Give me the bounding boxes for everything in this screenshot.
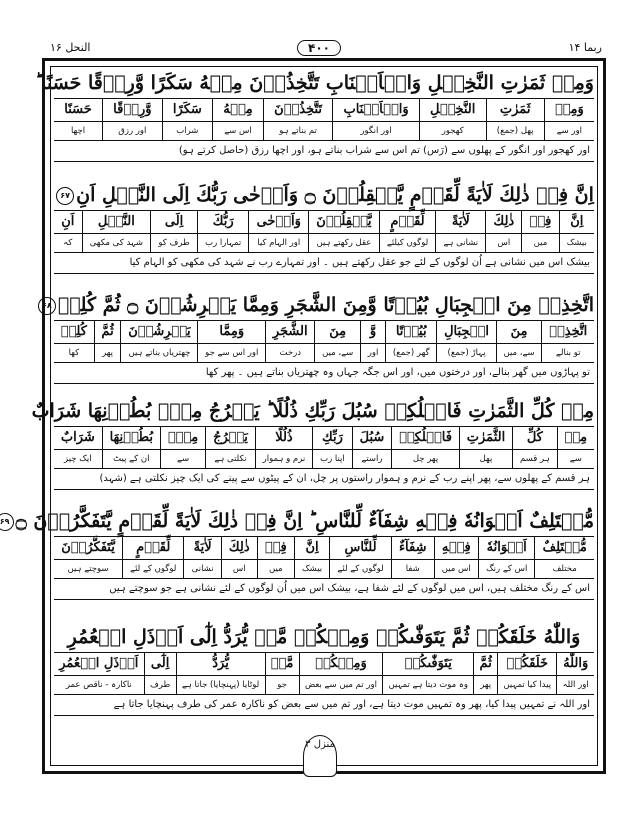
arabic-word: وَمِنۡ (545, 99, 594, 122)
word-cell (248, 211, 308, 252)
word-by-word-table (54, 426, 594, 469)
arabic-word: شِفَآءٌ (392, 537, 434, 560)
word-cell (162, 99, 212, 140)
arabic-verse-text: وَمِنۡ ثَمَرٰتِ النَّخِيۡلِ وَالۡاَعۡنَابِ تَتَّخِذُوۡنَ مِنۡهُ سَكَرًا وَّرِزۡقًا حَسَنًا ؕ (35, 72, 594, 94)
manzil-marker: منزل ۳ (303, 735, 337, 777)
word-meaning: بیشک (566, 238, 587, 248)
word-cell (308, 211, 379, 252)
word-meaning: اور اس سے جو (205, 348, 259, 358)
ayah-number-marker: ۶۷ (56, 187, 74, 205)
arabic-word: لِّقَوۡمٍ (123, 537, 184, 560)
word-meaning: اچھا (70, 126, 86, 136)
word-cell (150, 211, 197, 252)
arabic-word: لَاٰيَةً (436, 211, 485, 234)
word-meaning: تمہارا رب (205, 238, 242, 248)
word-cell (160, 427, 205, 468)
word-cell (144, 653, 176, 694)
arabic-word: وَاَوۡحٰى (249, 211, 308, 234)
word-cell (212, 99, 263, 140)
word-meaning: کہ (63, 238, 73, 248)
arabic-word: ثُمَّ (474, 653, 497, 676)
arabic-word: لَاٰيَةً (184, 537, 220, 560)
word-meaning: نرم و ہموار (262, 454, 306, 464)
word-meaning: لوگوں کے لئے (130, 564, 177, 574)
arabic-word: رَبِّكِ (313, 427, 352, 450)
word-meaning: نشانی (191, 564, 214, 574)
arabic-word: فِيۡهِ (435, 537, 478, 560)
arabic-word: اَرۡذَلِ الۡعُمُرِ (54, 653, 144, 676)
arabic-word: اِنَّ (560, 211, 594, 234)
urdu-translation: تو پہاڑوں میں گھر بنالے، اور درختوں میں، اور اس جگہ جہاں وہ چھتریاں بناتے ہیں ۔ پھر کھا (54, 363, 594, 384)
word-meaning: شراب (176, 126, 199, 136)
arabic-word: ذٰلِكَ (486, 211, 521, 234)
arabic-word: وَالۡاَعۡنَابِ (333, 99, 419, 122)
word-cell (54, 653, 144, 694)
arabic-word: ثَمَرٰتِ (487, 99, 544, 122)
verse-section (35, 68, 594, 162)
word-by-word-table (54, 320, 594, 363)
word-meaning: ہر قسم (520, 454, 550, 464)
verse-section (54, 622, 594, 716)
word-meaning: راستے (361, 454, 383, 464)
arabic-word: فَاسۡلُكِيۡ (392, 427, 459, 450)
word-cell (205, 427, 255, 468)
word-meaning: گھر (جمع) (392, 348, 430, 358)
word-meaning: اس میں (441, 564, 471, 574)
word-cell (391, 427, 459, 468)
word-meaning: اور انگور (360, 126, 392, 136)
arabic-word: لِّقَوۡمٍ (380, 211, 436, 234)
arabic-word: شَرَابٌ (54, 427, 102, 450)
word-meaning: پھر چل (412, 454, 439, 464)
word-meaning: کھجور (441, 126, 464, 136)
arabic-word: اَلۡوَانُهٗ (479, 537, 535, 560)
word-meaning: اور تم میں سے بعض (304, 680, 377, 690)
word-meaning: چھتریاں بناتے ہیں (128, 348, 191, 358)
word-cell (497, 653, 556, 694)
arabic-word: مُّخۡتَلِفٌ (535, 537, 594, 560)
word-cell (183, 537, 220, 578)
arabic-word: مِنَ (497, 321, 542, 344)
word-by-word-table (54, 652, 594, 695)
word-cell (534, 537, 594, 578)
word-cell (360, 321, 385, 362)
word-meaning: ان کے پیٹ (113, 454, 150, 464)
word-cell (255, 427, 312, 468)
arabic-word: يَتَوَفّٰٮكُمۡ (383, 653, 473, 676)
word-meaning: طرف (149, 680, 171, 690)
arabic-word: بُيُوۡتًا (386, 321, 436, 344)
word-meaning: اپنا رب (320, 454, 345, 464)
word-meaning: سے (177, 454, 190, 464)
word-meaning: شفا (405, 564, 420, 574)
arabic-verse-line (35, 68, 594, 98)
arabic-word: وَّ (361, 321, 385, 344)
word-cell (352, 427, 391, 468)
arabic-verse-line (54, 622, 594, 652)
word-cell (257, 537, 294, 578)
verse-section (54, 180, 594, 274)
word-cell (299, 653, 383, 694)
word-meaning: اس (497, 238, 511, 248)
word-cell (435, 211, 485, 252)
arabic-word: تَتَّخِذُوۡنَ (264, 99, 332, 122)
arabic-word: سُبُلَ (353, 427, 391, 450)
word-cell (473, 653, 497, 694)
word-meaning: اور رزق (118, 126, 147, 136)
word-cell (391, 537, 434, 578)
word-meaning: پھر (480, 680, 492, 690)
arabic-word: بُطُوۡنِهَا (103, 427, 160, 450)
word-cell (54, 537, 122, 578)
word-cell (541, 321, 594, 362)
word-meaning: وہ موت دیتا ہے تمہیں (388, 680, 468, 690)
word-cell (102, 99, 162, 140)
arabic-verse-text: وَاللّٰهُ خَلَقَكُمۡ ثُمَّ يَتَوَفّٰٮكُمۡ وَمِنۡكُمۡ مَّنۡ يُّرَدُّ اِلٰٓى اَرۡذَلِ الۡعُمُرِ (67, 626, 581, 648)
word-by-word-table (54, 210, 594, 253)
word-cell (265, 653, 299, 694)
word-cell (512, 427, 557, 468)
word-meaning: کھا (68, 348, 80, 358)
arabic-word: ثُمَّ (95, 321, 121, 344)
word-meaning: اس سے (224, 126, 252, 136)
word-meaning: لوگوں کے لئے (337, 564, 384, 574)
word-meaning: اس (232, 564, 246, 574)
word-cell (197, 211, 248, 252)
word-meaning: پھل (جمع) (496, 126, 534, 136)
word-cell (434, 537, 478, 578)
arabic-word: مِنۡ (558, 427, 594, 450)
arabic-word: اتَّخِذِيۡ (542, 321, 594, 344)
word-cell (419, 99, 486, 140)
word-cell (102, 427, 160, 468)
verse-section (41, 290, 594, 384)
word-cell (54, 99, 102, 140)
arabic-word: مَّنۡ (266, 653, 299, 676)
arabic-verse-line (41, 290, 594, 320)
word-meaning: اور الہام کیا (257, 238, 301, 248)
urdu-translation: بیشک اس میں نشانی ہے اُن لوگوں کے لئے جو عقل رکھتے ہیں ۔ اور تمہارے رب نے شہد کی مکھی کو الہام کیا (54, 253, 594, 274)
arabic-word: اَنِ (54, 211, 82, 234)
arabic-word: اِلٰٓى (145, 653, 176, 676)
arabic-word: سَكَرًا (163, 99, 212, 122)
word-cell (436, 321, 495, 362)
word-cell (459, 427, 512, 468)
arabic-word: الثَّمَرٰتِ (460, 427, 512, 450)
arabic-verse-text: اِنَّ فِيۡ ذٰلِكَ لَاٰيَةً لِّقَوۡمٍ يَّعۡقِلُوۡنَ ۝ وَاَوۡحٰى رَبُّكَ اِلَى النَّحۡلِ اَنِ (76, 184, 594, 206)
word-cell (496, 321, 542, 362)
word-meaning: پیدا کیا تمہیں (503, 680, 552, 690)
word-meaning: اور اللہ (562, 680, 589, 690)
word-meaning: اور سے (556, 126, 583, 136)
word-cell (314, 321, 360, 362)
arabic-word: يُّرَدُّ (177, 653, 265, 676)
word-by-word-table (54, 98, 594, 141)
arabic-verse-text: مُّخۡتَلِفٌ اَلۡوَانُهٗ فِيۡهِ شِفَآءٌ لِّلنَّاسِ ؕ اِنَّ فِيۡ ذٰلِكَ لَاٰيَةً لِّقَوۡمٍ يَّتَفَكَّرُوۡنَ ۝ (15, 510, 594, 532)
word-meaning: تم بناتے ہو (279, 126, 317, 136)
word-meaning: تو بنالے (555, 348, 581, 358)
word-meaning: میں (269, 564, 283, 574)
word-cell (557, 427, 594, 468)
word-cell (176, 653, 265, 694)
word-cell (485, 211, 521, 252)
word-cell (120, 321, 197, 362)
word-cell (382, 653, 473, 694)
arabic-word: مِنۡهُ (213, 99, 263, 122)
arabic-word: فِيۡ (258, 537, 294, 560)
arabic-word: النَّخِيۡلِ (420, 99, 486, 122)
word-meaning: نشانی ہے (443, 238, 479, 248)
word-cell (486, 99, 544, 140)
verse-section (31, 396, 594, 490)
word-cell (559, 211, 594, 252)
word-meaning: لوگوں کیلئے (386, 238, 429, 248)
word-meaning: ناکارہ - ناقص عمر (65, 680, 132, 690)
urdu-translation: اور اللہ نے تمہیں پیدا کیا، پھر وہ تمہیں موت دیتا ہے، اور تم میں سے بعض کو ناکارہ عمر کی طرف پہنچایا جاتا ہے (54, 695, 594, 716)
word-cell (478, 537, 535, 578)
word-cell (54, 211, 82, 252)
arabic-word: كُلِيۡ (54, 321, 94, 344)
arabic-word: وَمِنۡكُمۡ (300, 653, 383, 676)
word-cell (82, 211, 151, 252)
word-meaning: اس کے رنگ (486, 564, 528, 574)
word-cell (329, 537, 391, 578)
arabic-word: لِّلنَّاسِ (330, 537, 391, 560)
arabic-word: الۡجِبَالِ (437, 321, 495, 344)
word-cell (54, 321, 94, 362)
word-meaning: پھل (479, 454, 493, 464)
word-cell (221, 537, 257, 578)
word-meaning: لوٹایا (پہنچایا) جاتا ہے (181, 680, 260, 690)
word-cell (312, 427, 352, 468)
surah-label: النحل ۱۶ (50, 41, 91, 54)
arabic-word: النَّحۡلِ (83, 211, 151, 234)
ayah-number-marker: ۶۹ (0, 513, 14, 531)
arabic-word: اِلَى (151, 211, 197, 234)
arabic-verse-line (0, 506, 594, 536)
word-cell (332, 99, 419, 140)
arabic-word: حَسَنًا (54, 99, 102, 122)
word-cell (544, 99, 594, 140)
arabic-word: وَمِمَّا (198, 321, 265, 344)
arabic-word: يَّتَفَكَّرُوۡنَ (54, 537, 122, 560)
word-meaning: میں (533, 238, 548, 248)
arabic-word: وَّرِزۡقًا (103, 99, 162, 122)
ayah-number-marker: ۶۸ (38, 297, 56, 315)
arabic-word: ذٰلِكَ (222, 537, 257, 560)
arabic-word: يَعۡرِشُوۡنَ (121, 321, 197, 344)
word-cell (122, 537, 184, 578)
word-meaning: بیشک (302, 564, 323, 574)
word-meaning: سے، میں (503, 348, 535, 358)
arabic-word: فِيۡ (522, 211, 558, 234)
word-cell (54, 427, 102, 468)
arabic-verse-text: اتَّخِذِيۡ مِنَ الۡجِبَالِ بُيُوۡتًا وَّمِنَ الشَّجَرِ وَمِمَّا يَعۡرِشُوۡنَ ۝ ثُمَّ كُلِيۡ (57, 294, 594, 316)
word-meaning: ایک چیز (64, 454, 92, 464)
arabic-word: اِنَّ (295, 537, 329, 560)
page-number: ۴۰۰ (0, 38, 638, 58)
word-cell (521, 211, 558, 252)
verse-section (0, 506, 594, 600)
word-meaning: درخت (279, 348, 301, 358)
word-cell (265, 321, 314, 362)
arabic-word: مِنَ (315, 321, 360, 344)
word-meaning: سے (569, 454, 582, 464)
arabic-word: يَخۡرُجُ (206, 427, 255, 450)
word-meaning: اور (367, 348, 379, 358)
arabic-word: ذُلُلًا (256, 427, 312, 450)
word-meaning: پہاڑ (جمع) (447, 348, 486, 358)
word-meaning: نکلتی ہے (214, 454, 247, 464)
word-cell (197, 321, 265, 362)
word-cell (294, 537, 329, 578)
urdu-translation: اس کے رنگ مختلف ہیں، اس میں لوگوں کے لئے شفا ہے، بیشک اس میں اُن لوگوں کے لئے نشانی ہے جو سوچتے ہیں (54, 579, 594, 600)
word-meaning: طرف کو (158, 238, 190, 248)
word-meaning: مختلف (552, 564, 577, 574)
arabic-word: مِنۡۢ (161, 427, 205, 450)
word-by-word-table (54, 536, 594, 579)
word-meaning: عقل رکھتے ہیں (316, 238, 372, 248)
arabic-word: كُلِّ (513, 427, 557, 450)
word-cell (385, 321, 436, 362)
arabic-word: خَلَقَكُمۡ (498, 653, 556, 676)
word-meaning: سے، میں (322, 348, 354, 358)
word-cell (556, 653, 594, 694)
urdu-translation: اور کھجور اور انگور کے پھلوں سے (رَس) تم اس سے شراب بناتے ہو، اور اچھا رزق (حاصل کرتے ہو) (54, 141, 594, 162)
arabic-word: يَّعۡقِلُوۡنَ (309, 211, 379, 234)
word-cell (94, 321, 121, 362)
urdu-translation: ہر قسم کے پھلوں سے، پھر اپنے رب کے نرم و ہموار راستوں پر چل، ان کے پیٹوں سے پینے کی ایک چیز نکلتی ہے (شہد) (54, 469, 594, 490)
arabic-verse-line (31, 396, 594, 426)
word-meaning: پھر (102, 348, 114, 358)
word-cell (263, 99, 332, 140)
arabic-verse-text: مِنۡ كُلِّ الثَّمَرٰتِ فَاسۡلُكِيۡ سُبُلَ رَبِّكِ ذُلُلًا ؕ يَخۡرُجُ مِنۡۢ بُطُوۡنِهَا شَرَابٌ (31, 400, 594, 422)
juz-label: ربما ۱۴ (568, 41, 602, 54)
word-cell (379, 211, 436, 252)
arabic-word: وَاللّٰهُ (557, 653, 594, 676)
word-meaning: سوچتے ہیں (67, 564, 109, 574)
arabic-verse-line (54, 180, 594, 210)
word-meaning: شہد کی مکھی (89, 238, 144, 248)
word-meaning: جو (277, 680, 287, 690)
arabic-word: الشَّجَرِ (266, 321, 314, 344)
arabic-word: رَبُّكَ (198, 211, 248, 234)
